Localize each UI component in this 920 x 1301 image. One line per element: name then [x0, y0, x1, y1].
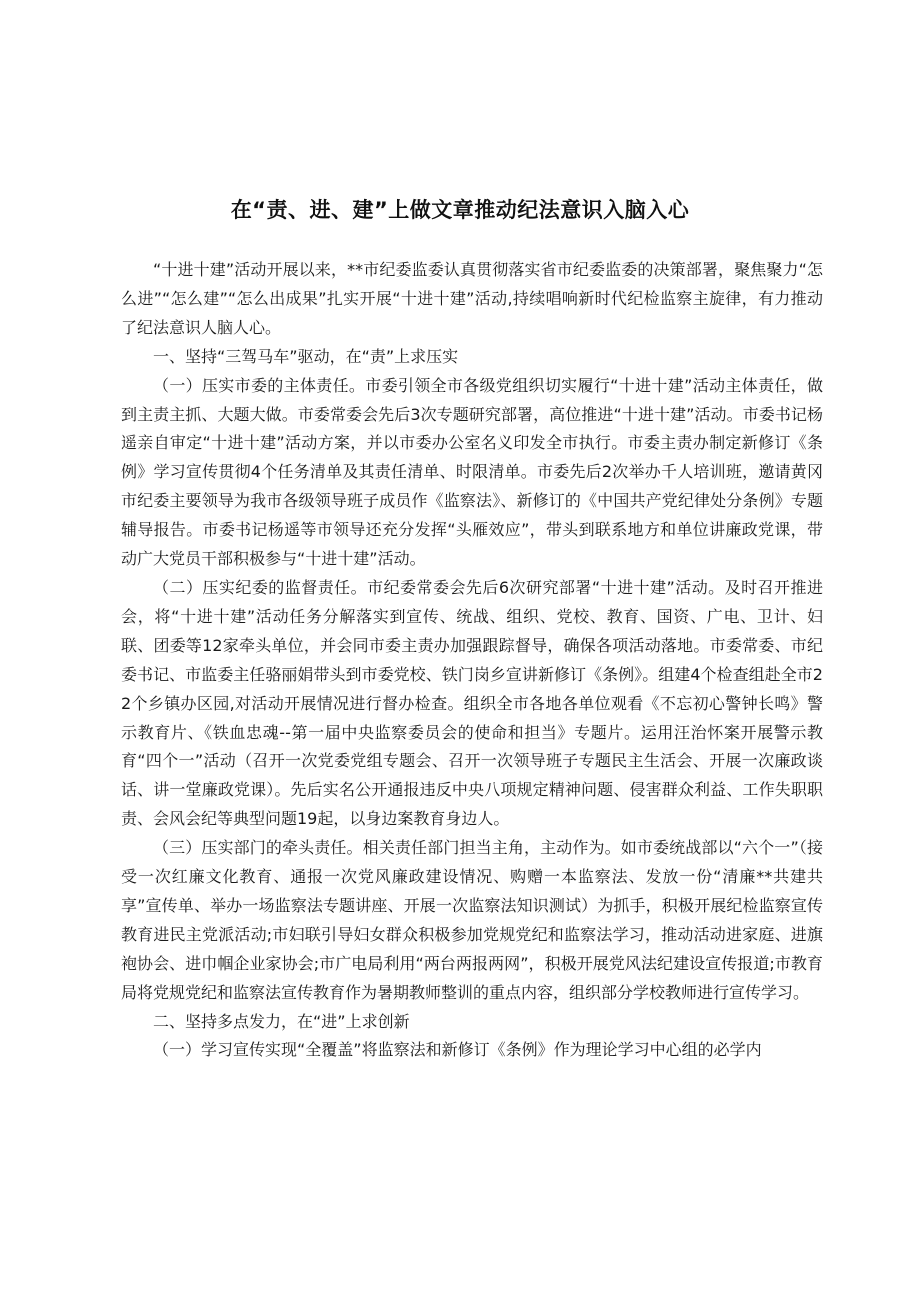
document-title: 在“责、进、建”上做文章推动纪法意识入脑入心 [230, 198, 690, 222]
section-heading-1: 一、坚持“三驾马车”驱动，在“责”上求压实 [153, 346, 459, 366]
section-1-paragraph-1: （一）压实市委的主体责任。市委引领全市各级党组织切实履行“十进十建”活动主体责任，做到主责主抓、大题大做。市委常委会先后3次专题研究部署，高位推进“十进十建”活动。市委书记杨遥亲自审定“十进十建”活动方案，并以市委办公室名义印发全市执行。市委主责办制定新修订《条例》学习宣传贯彻4个任务清单及其责任清单、时限清单。市委先后2次举办千人培训班，邀请黄冈市纪委主要领导为我市各级领导班子成员作《监察法》、新修订的《中国共产党纪律处分条例》专题辅导报告。市委书记杨遥等市领导还充分发挥“头雁效应”，带头到联系地方和单位讲廉政党课，带动广大党员干部积极参与“十进十建”活动。 [121, 375, 823, 569]
section-1-paragraph-3: （三）压实部门的牵头责任。相关责任部门担当主角，主动作为。如市委统战部以“六个一”（接受一次红廉文化教育、通报一次党风廉政建设情况、购赠一本监察法、发放一份“清廉**共建共享”宣传单、举办一场监察法专题讲座、开展一次监察法知识测试）为抓手，积极开展纪检监察宣传教育进民主党派活动;市妇联引导妇女群众积极参加党规党纪和监察法学习，推动活动进家庭、进旗袍协会、进巾帼企业家协会;市广电局利用“两台两报两网”，积极开展党风法纪建设宣传报道;市教育局将党规党纪和监察法宣传教育作为暑期教师整训的重点内容，组织部分学校教师进行宣传学习。 [121, 838, 823, 1002]
section-heading-2: 二、坚持多点发力，在“进”上求创新 [153, 1011, 410, 1031]
section-2-paragraph-1: （一）学习宣传实现“全覆盖”将监察法和新修订《条例》作为理论学习中心组的必学内 [153, 1040, 762, 1060]
section-1-paragraph-2: （二）压实纪委的监督责任。市纪委常委会先后6次研究部署“十进十建”活动。及时召开推进会，将“十进十建”活动任务分解落实到宣传、统战、组织、党校、教育、国资、广电、卫计、妇联、团委等12家牵头单位，并会同市委主责办加强跟踪督导，确保各项活动落地。市委常委、市纪委书记、市监委主任骆丽娟带头到市委党校、铁门岗乡宣讲新修订《条例》。组建4个检查组赴全市22个乡镇办区园,对活动开展情况进行督办检查。组织全市各地各单位观看《不忘初心警钟长鸣》警示教育片、《铁血忠魂--第一届中央监察委员会的使命和担当》专题片。运用汪治怀案开展警示教育“四个一”活动（召开一次党委党组专题会、召开一次领导班子专题民主生活会、开展一次廉政谈话、讲一堂廉政党课）。先后实名公开通报违反中央八项规定精神问题、侵害群众利益、工作失职职责、会风会纪等典型问题19起，以身边案教育身边人。 [121, 577, 823, 829]
intro-paragraph: “十进十建”活动开展以来，**市纪委监委认真贯彻落实省市纪委监委的决策部署，聚焦聚力“怎么进”“怎么建”“怎么出成果”扎实开展“十进十建”活动,持续唱响新时代纪检监察主旋律，有力推动了纪法意识人脑人心。 [121, 260, 823, 337]
document-body [121, 256, 823, 1065]
